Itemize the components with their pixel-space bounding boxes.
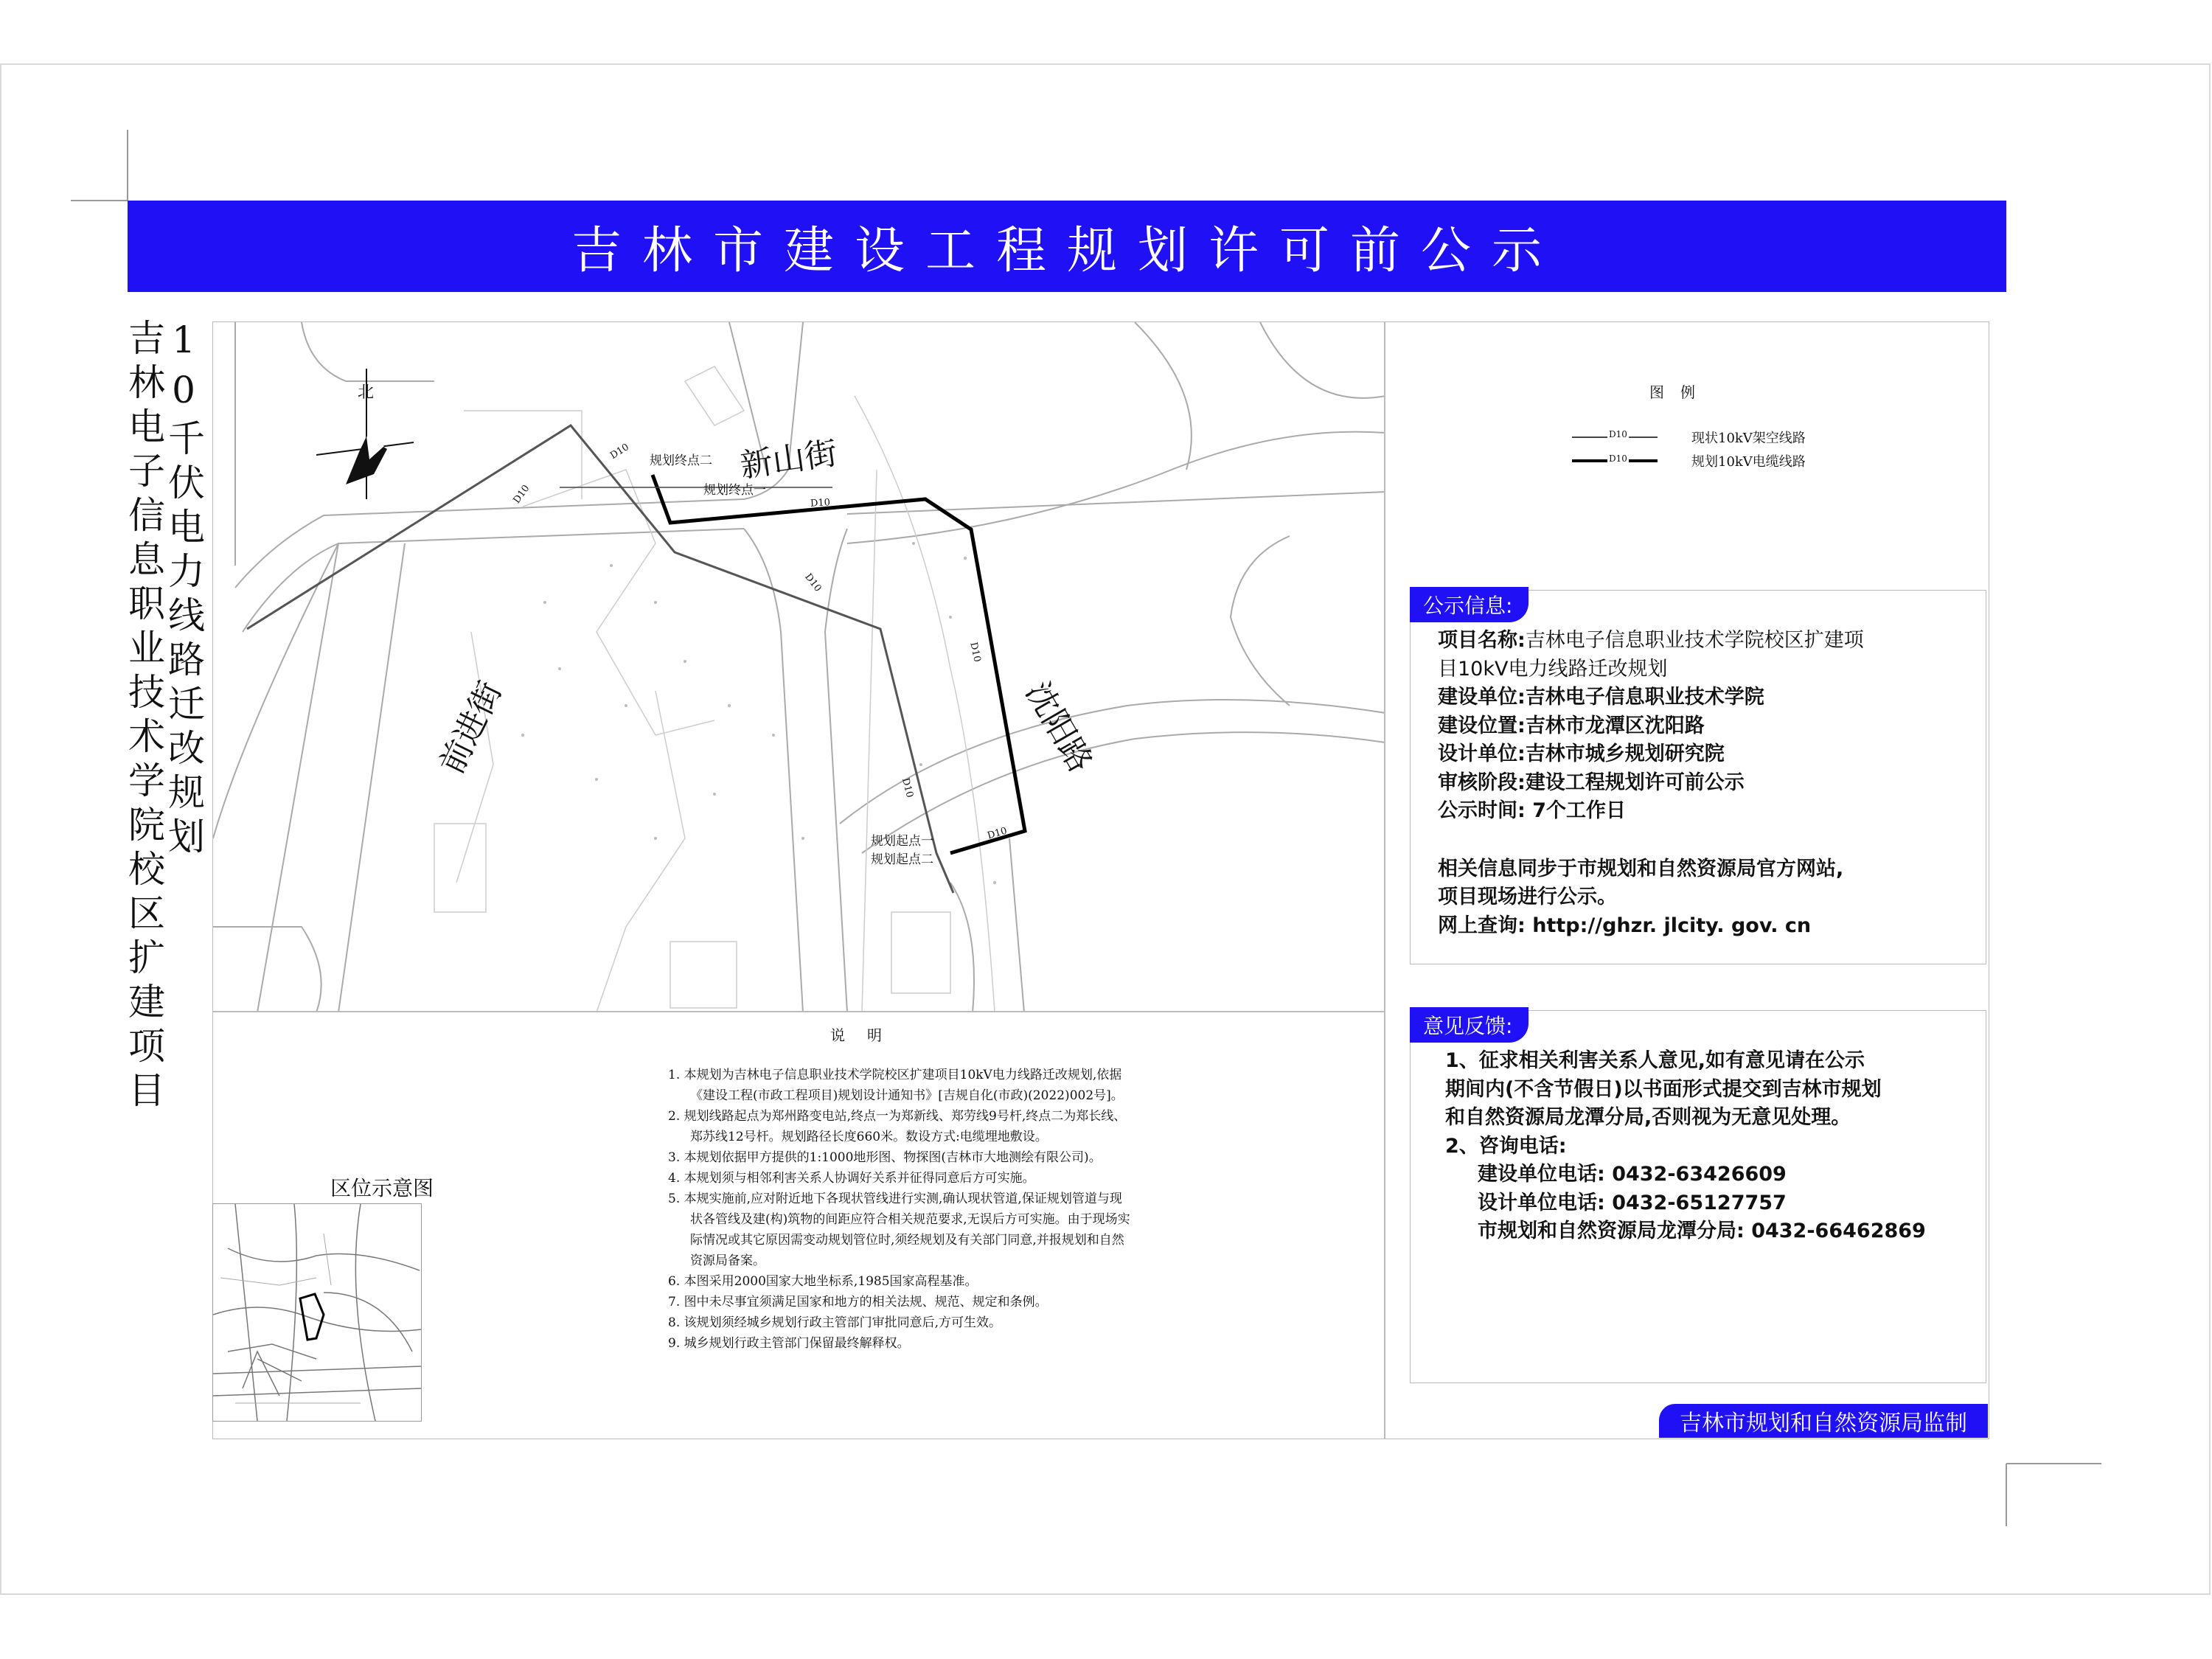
- line-code-label: D10: [967, 641, 983, 664]
- note-item: 6. 本图采用2000国家大地坐标系,1985国家高程基准。: [668, 1274, 978, 1289]
- sync-note: 相关信息同步于市规划和自然资源局官方网站,: [1438, 857, 1844, 880]
- site-plan-map: [212, 321, 1385, 1012]
- point-label-end2: 规划终点二: [650, 453, 712, 468]
- road-label-xinshan: 新山街: [737, 434, 840, 485]
- note-item: 7. 图中未尽事宜须满足国家和地方的相关法规、规范、规定和条例。: [668, 1295, 1048, 1310]
- point-label-start1: 规划起点一: [871, 834, 933, 849]
- footer-supervisor-tag: 吉林市规划和自然资源局监制: [1659, 1404, 1988, 1438]
- project-name-row: 项目名称:吉林电子信息职业技术学院校区扩建项: [1438, 629, 1864, 652]
- stage-row: 审核阶段:建设工程规划许可前公示: [1438, 771, 1745, 794]
- note-item: 3. 本规划依据甲方提供的1:1000地形图、物探图(吉林市大地测绘有限公司)。: [668, 1150, 1102, 1165]
- line-code-label: D10: [511, 483, 532, 506]
- project-name-continued: 目10kV电力线路迁改规划: [1438, 657, 1668, 681]
- inset-title: 区位示意图: [330, 1176, 434, 1200]
- legend-line-icon: D10: [1572, 437, 1658, 438]
- road-label-qianjin: 前进街: [433, 675, 509, 780]
- feedback-item-1: 1、征求相关利害关系人意见,如有意见请在公示: [1445, 1049, 1865, 1072]
- feedback-content: [1445, 1047, 1976, 1246]
- note-item: 5. 本规实施前,应对附近地下各现状管线进行实测,确认现状管道,保证规划管道与现状各管线及建(构)筑物的间距应符合相关规范要求,无误后方可实施。由于现场实际情况或其它原因需变动规划管位时,须经规划及有关部门同意,并报规划和自然资源局备案。: [668, 1192, 1130, 1268]
- north-label: 北: [358, 383, 375, 402]
- vertical-title-project: 吉林电子信息职业技术学院校区扩建项目: [122, 319, 165, 1115]
- site-plan-drawing: [213, 322, 1385, 1012]
- banner-title: 吉林市建设工程规划许可前公示: [128, 201, 2006, 292]
- feedback-tag: 意见反馈:: [1410, 1007, 1528, 1043]
- location-inset-drawing: [213, 1204, 421, 1421]
- line-code-label: D10: [802, 571, 824, 594]
- phone-designer: 设计单位电话: 0432-65127757: [1478, 1191, 1787, 1214]
- note-item: 2. 规划线路起点为郑州路变电站,终点一为郑新线、郑劳线9号杆,终点二为郑长线、郑苏线12号杆。规划路径长度660米。数设方式:电缆埋地敷设。: [668, 1109, 1127, 1144]
- notes-list: [668, 1065, 1133, 1354]
- line-code-label: D10: [986, 825, 1009, 842]
- legend-item-planned: [1572, 451, 1806, 470]
- line-code-label: D10: [608, 441, 631, 462]
- phone-builder: 建设单位电话: 0432-63426609: [1478, 1163, 1787, 1186]
- legend-line-icon: D10: [1572, 459, 1658, 462]
- public-info-content: [1438, 627, 1969, 940]
- vertical-title-subject: 10千伏电力线路迁改规划: [162, 319, 205, 861]
- feedback-item-1-continued: 和自然资源局龙潭分局,否则视为无意见处理。: [1445, 1106, 1851, 1129]
- location-inset-map: [212, 1203, 422, 1422]
- line-code-label: D10: [899, 776, 916, 799]
- feedback-item-2: 2、咨询电话:: [1445, 1134, 1567, 1158]
- legend-label: 现状10kV架空线路: [1691, 431, 1806, 446]
- note-item: 1. 本规划为吉林电子信息职业技术学院校区扩建项目10kV电力线路迁改规划,依据《建设工程(市政工程项目)规划设计通知书》[吉规自化(市政)(2022)002号]。: [668, 1068, 1124, 1103]
- duration-row: 公示时间: 7个工作日: [1438, 799, 1627, 822]
- phone-bureau: 市规划和自然资源局龙潭分局: 0432-66462869: [1478, 1220, 1926, 1242]
- note-item: 4. 本规划须与相邻利害关系人协调好关系并征得同意后方可实施。: [668, 1171, 1035, 1186]
- public-info-tag: 公示信息:: [1410, 587, 1528, 622]
- web-row: 网上查询: http://ghzr. jlcity. gov. cn: [1438, 914, 1812, 937]
- feedback-item-1-continued: 期间内(不含节假日)以书面形式提交到吉林市规划: [1445, 1077, 1882, 1101]
- note-item: 9. 城乡规划行政主管部门保留最终解释权。: [668, 1336, 910, 1351]
- legend-label: 规划10kV电缆线路: [1691, 454, 1806, 470]
- location-row: 建设位置:吉林市龙潭区沈阳路: [1438, 714, 1705, 737]
- legend-title: 图例: [1649, 383, 1711, 401]
- sync-note-continued: 项目现场进行公示。: [1438, 886, 1617, 908]
- notes-title: 说明: [830, 1026, 904, 1044]
- legend-item-existing: [1572, 428, 1806, 447]
- road-label-shenyang: 沈阳路: [1018, 675, 1100, 779]
- note-item: 8. 该规划须经城乡规划行政主管部门审批同意后,方可生效。: [668, 1315, 1002, 1330]
- point-label-end1: 规划终点一: [703, 483, 766, 498]
- website-link[interactable]: http://ghzr. jlcity. gov. cn: [1532, 914, 1812, 937]
- builder-row: 建设单位:吉林电子信息职业技术学院: [1438, 686, 1764, 709]
- point-label-start2: 规划起点二: [871, 852, 933, 867]
- line-code-label: D10: [810, 497, 831, 509]
- designer-row: 设计单位:吉林市城乡规划研究院: [1438, 742, 1725, 765]
